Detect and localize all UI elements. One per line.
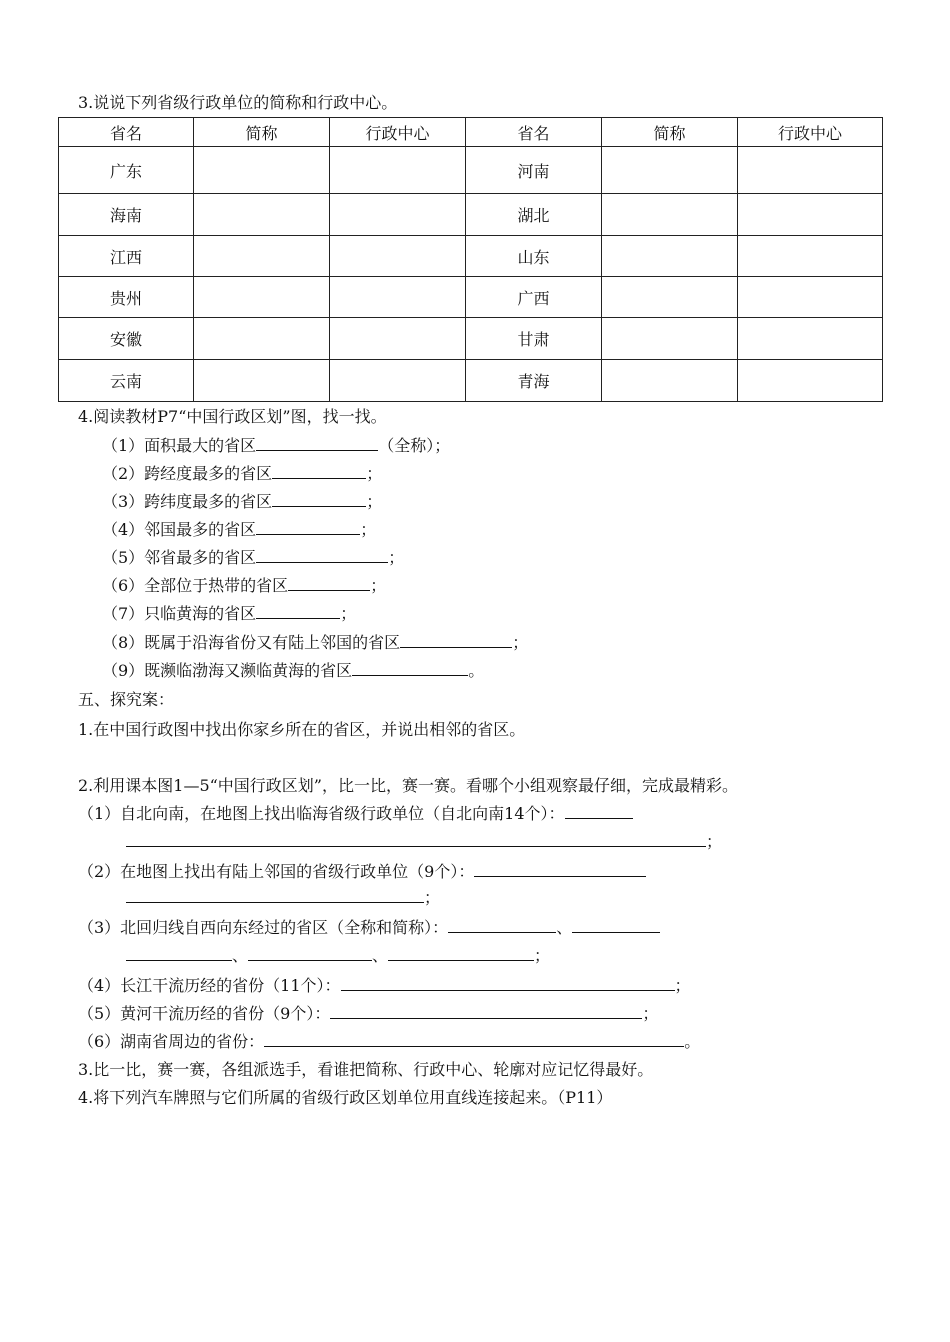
answer-cell[interactable] bbox=[194, 236, 330, 277]
answer-blank[interactable] bbox=[572, 918, 660, 933]
answer-blank[interactable] bbox=[400, 633, 512, 648]
answer-blank[interactable] bbox=[352, 661, 468, 676]
s5-item-6: （6）湖南省周边的省份： 。 bbox=[78, 1032, 701, 1051]
section5-title: 五、探究案： bbox=[78, 690, 175, 709]
province-cell: 甘肃 bbox=[466, 318, 602, 360]
answer-cell[interactable] bbox=[738, 236, 883, 277]
q4-item-4: （4）邻国最多的省区 ； bbox=[102, 520, 377, 539]
answer-cell[interactable] bbox=[738, 194, 883, 236]
table-row bbox=[59, 318, 883, 360]
answer-blank[interactable] bbox=[474, 862, 646, 877]
answer-blank[interactable] bbox=[256, 436, 378, 451]
table-row bbox=[59, 147, 883, 194]
answer-cell[interactable] bbox=[194, 277, 330, 318]
answer-blank[interactable] bbox=[264, 1032, 684, 1047]
answer-cell[interactable] bbox=[330, 360, 466, 402]
s5-item-1-cont: ； bbox=[126, 832, 722, 852]
header-abbr: 简称 bbox=[194, 118, 330, 147]
s5-item-1: （1）自北向南，在地图上找出临海省级行政单位（自北向南14个）： bbox=[78, 804, 633, 824]
province-cell: 湖北 bbox=[466, 194, 602, 236]
header-capital: 行政中心 bbox=[330, 118, 466, 147]
answer-cell[interactable] bbox=[330, 277, 466, 318]
table-row bbox=[59, 360, 883, 402]
q4-item-5: （5）邻省最多的省区 ； bbox=[102, 548, 405, 567]
answer-cell[interactable] bbox=[738, 360, 883, 402]
answer-blank[interactable] bbox=[256, 520, 360, 535]
q4-title: 4.阅读教材P7“中国行政区划”图，找一找。 bbox=[78, 407, 387, 426]
answer-cell[interactable] bbox=[602, 236, 738, 277]
answer-cell[interactable] bbox=[602, 147, 738, 194]
answer-cell[interactable] bbox=[330, 194, 466, 236]
answer-cell[interactable] bbox=[602, 318, 738, 360]
province-cell: 广西 bbox=[466, 277, 602, 318]
q4-item-3: （3）跨纬度最多的省区 ； bbox=[102, 492, 383, 511]
province-cell: 安徽 bbox=[59, 318, 194, 360]
answer-cell[interactable] bbox=[194, 360, 330, 402]
s5-question-2: 2.利用课本图1—5“中国行政区划”，比一比，赛一赛。看哪个小组观察最仔细，完成最精彩。 bbox=[78, 776, 738, 795]
s5-item-3: （3）北回归线自西向东经过的省区（全称和简称）： 、 bbox=[78, 918, 660, 938]
s5-item-2-cont: ； bbox=[126, 888, 440, 908]
header-abbr: 简称 bbox=[602, 118, 738, 147]
header-province: 省名 bbox=[59, 118, 194, 147]
s5-item-2: （2）在地图上找出有陆上邻国的省级行政单位（9个）： bbox=[78, 862, 646, 882]
answer-blank[interactable] bbox=[248, 946, 372, 961]
answer-blank[interactable] bbox=[272, 464, 366, 479]
answer-blank[interactable] bbox=[126, 888, 424, 903]
q4-item-2: （2）跨经度最多的省区 ； bbox=[102, 464, 383, 483]
answer-blank[interactable] bbox=[448, 918, 556, 933]
province-table bbox=[58, 117, 883, 402]
table-row bbox=[59, 194, 883, 236]
q4-item-9: （9）既濒临渤海又濒临黄海的省区 。 bbox=[102, 661, 485, 680]
answer-blank[interactable] bbox=[272, 492, 366, 507]
answer-cell[interactable] bbox=[738, 277, 883, 318]
answer-blank[interactable] bbox=[330, 1004, 642, 1019]
province-cell: 云南 bbox=[59, 360, 194, 402]
answer-cell[interactable] bbox=[602, 194, 738, 236]
answer-blank[interactable] bbox=[126, 832, 706, 847]
q4-item-8: （8）既属于沿海省份又有陆上邻国的省区 ； bbox=[102, 633, 529, 652]
q3-title: 3.说说下列省级行政单位的简称和行政中心。 bbox=[78, 93, 398, 112]
province-cell: 青海 bbox=[466, 360, 602, 402]
answer-cell[interactable] bbox=[738, 318, 883, 360]
answer-blank[interactable] bbox=[256, 548, 388, 563]
q4-item-7: （7）只临黄海的省区 ； bbox=[102, 604, 357, 623]
table-row bbox=[59, 236, 883, 277]
s5-item-3-cont: 、 、 ； bbox=[126, 946, 550, 966]
s5-item-4: （4）长江干流历经的省份（11个）： ； bbox=[78, 976, 691, 995]
answer-cell[interactable] bbox=[330, 236, 466, 277]
province-cell: 贵州 bbox=[59, 277, 194, 318]
province-cell: 河南 bbox=[466, 147, 602, 194]
table-header-row bbox=[59, 118, 883, 147]
answer-blank[interactable] bbox=[288, 576, 370, 591]
answer-blank[interactable] bbox=[126, 946, 232, 961]
province-cell: 广东 bbox=[59, 147, 194, 194]
answer-cell[interactable] bbox=[602, 360, 738, 402]
answer-cell[interactable] bbox=[602, 277, 738, 318]
answer-cell[interactable] bbox=[194, 147, 330, 194]
s5-question-4: 4.将下列汽车牌照与它们所属的省级行政区划单位用直线连接起来。（P11） bbox=[78, 1088, 613, 1107]
answer-cell[interactable] bbox=[738, 147, 883, 194]
answer-blank[interactable] bbox=[388, 946, 534, 961]
answer-cell[interactable] bbox=[330, 318, 466, 360]
q4-item-1: （1）面积最大的省区 （全称）； bbox=[102, 436, 451, 455]
s5-item-5: （5）黄河干流历经的省份（9个）： ； bbox=[78, 1004, 659, 1023]
province-cell: 海南 bbox=[59, 194, 194, 236]
answer-cell[interactable] bbox=[330, 147, 466, 194]
table-row bbox=[59, 277, 883, 318]
answer-blank[interactable] bbox=[341, 976, 675, 991]
s5-question-3: 3.比一比，赛一赛，各组派选手，看谁把简称、行政中心、轮廓对应记忆得最好。 bbox=[78, 1060, 654, 1079]
answer-cell[interactable] bbox=[194, 194, 330, 236]
answer-cell[interactable] bbox=[194, 318, 330, 360]
header-capital: 行政中心 bbox=[738, 118, 883, 147]
province-cell: 江西 bbox=[59, 236, 194, 277]
answer-blank[interactable] bbox=[565, 804, 633, 819]
q4-item-6: （6）全部位于热带的省区 ； bbox=[102, 576, 387, 595]
province-cell: 山东 bbox=[466, 236, 602, 277]
s5-question-1: 1.在中国行政图中找出你家乡所在的省区，并说出相邻的省区。 bbox=[78, 720, 526, 739]
answer-blank[interactable] bbox=[256, 604, 340, 619]
header-province: 省名 bbox=[466, 118, 602, 147]
